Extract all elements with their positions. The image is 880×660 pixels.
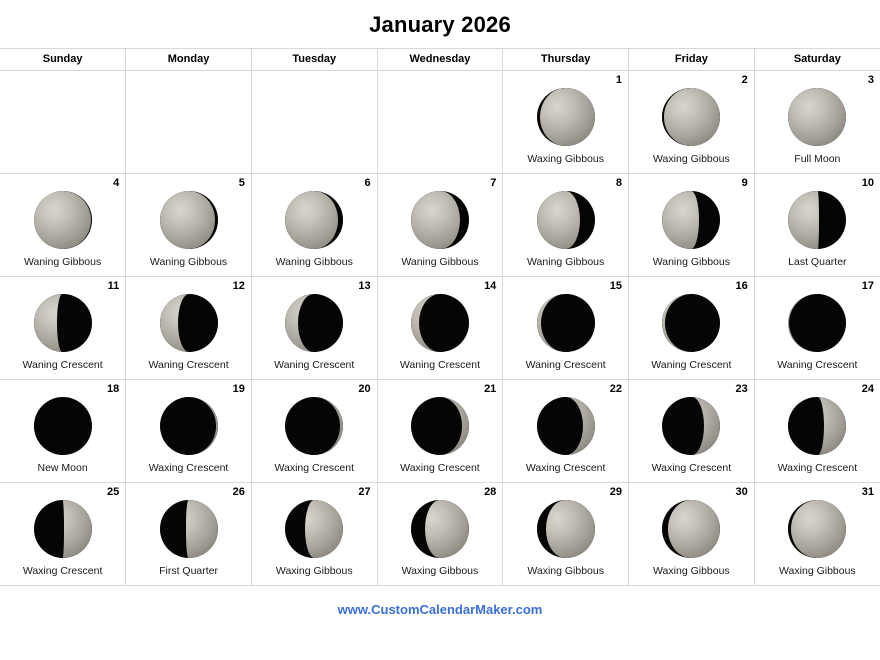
day-number: 20 (358, 383, 371, 395)
moon-phase-label: Waxing Gibbous (527, 153, 604, 165)
moon-phase-image-wrap (252, 190, 377, 250)
weekday-header-friday: Friday (629, 49, 755, 71)
calendar-week-row (0, 277, 880, 380)
moon-icon (788, 191, 846, 249)
calendar-day-cell[interactable] (754, 380, 880, 483)
calendar-week-row (0, 483, 880, 586)
moon-phase-image-wrap (755, 499, 880, 559)
moon-phase-image-wrap (378, 293, 503, 353)
moon-phase-image-wrap (629, 190, 754, 250)
moon-icon (662, 88, 720, 146)
moon-phase-label: Waxing Gibbous (653, 153, 730, 165)
calendar-day-cell[interactable] (0, 380, 126, 483)
moon-phase-image-wrap (503, 396, 628, 456)
moon-phase-label: Waning Gibbous (652, 256, 730, 268)
moon-icon (160, 191, 218, 249)
day-number: 17 (861, 280, 874, 292)
moon-phase-label: Waxing Crescent (651, 462, 732, 474)
day-number: 26 (232, 486, 245, 498)
moon-icon (537, 88, 595, 146)
day-number: 11 (107, 280, 120, 292)
moon-phase-image-wrap (755, 293, 880, 353)
moon-phase-label: Waning Crescent (22, 359, 103, 371)
calendar-day-cell[interactable] (503, 277, 629, 380)
calendar-day-cell[interactable] (251, 483, 377, 586)
calendar-day-cell[interactable] (126, 483, 252, 586)
moon-phase-label: Waxing Crescent (777, 462, 858, 474)
calendar-day-cell[interactable] (503, 380, 629, 483)
moon-icon (788, 397, 846, 455)
moon-phase-image-wrap (629, 396, 754, 456)
moon-icon (662, 500, 720, 558)
moon-phase-label: Waning Crescent (651, 359, 732, 371)
moon-icon (34, 294, 92, 352)
calendar-day-cell[interactable] (377, 483, 503, 586)
moon-phase-label: Waning Gibbous (401, 256, 479, 268)
custom-calendar-maker-link[interactable]: www.CustomCalendarMaker.com (337, 602, 543, 617)
day-number: 21 (484, 383, 497, 395)
moon-phase-image-wrap (629, 87, 754, 147)
moon-phase-label: Waxing Gibbous (653, 565, 730, 577)
moon-phase-image-wrap (755, 396, 880, 456)
calendar-day-cell[interactable] (629, 380, 755, 483)
day-number: 23 (735, 383, 748, 395)
calendar-day-cell[interactable] (0, 483, 126, 586)
moon-phase-label: New Moon (37, 462, 88, 474)
calendar-day-cell[interactable] (754, 277, 880, 380)
calendar-day-cell[interactable] (0, 71, 126, 174)
calendar-day-cell[interactable] (0, 277, 126, 380)
weekday-header-wednesday: Wednesday (377, 49, 503, 71)
weekday-header-sunday: Sunday (0, 49, 126, 71)
day-number: 1 (615, 74, 623, 86)
moon-icon (160, 397, 218, 455)
moon-phase-image-wrap (0, 499, 125, 559)
moon-icon (285, 397, 343, 455)
day-number: 9 (741, 177, 748, 189)
moon-phase-image-wrap (629, 293, 754, 353)
calendar-body (0, 71, 880, 586)
moon-phase-label: Last Quarter (788, 256, 847, 268)
moon-phase-label: Waxing Gibbous (401, 565, 479, 577)
moon-phase-label: Waning Crescent (274, 359, 355, 371)
moon-phase-label: Waxing Crescent (400, 462, 480, 474)
moon-phase-label: Waning Gibbous (149, 256, 228, 268)
moon-icon (285, 500, 343, 558)
moon-phase-label: Waxing Gibbous (779, 565, 856, 577)
day-number: 6 (364, 177, 371, 189)
moon-phase-image-wrap (0, 190, 125, 250)
moon-phase-label: Waning Gibbous (527, 256, 605, 268)
calendar-day-cell[interactable] (126, 71, 252, 174)
calendar-day-cell[interactable] (754, 71, 880, 174)
calendar-day-cell[interactable] (503, 483, 629, 586)
moon-phase-label: Waning Crescent (399, 359, 481, 371)
calendar-day-cell[interactable] (251, 71, 377, 174)
calendar-day-cell[interactable] (629, 277, 755, 380)
day-number: 8 (615, 177, 623, 189)
moon-icon (34, 500, 92, 558)
calendar-day-cell[interactable] (126, 277, 252, 380)
weekday-header-row (0, 49, 880, 71)
day-number: 30 (735, 486, 748, 498)
moon-phase-label: Waning Crescent (777, 359, 858, 371)
moon-phase-image-wrap (252, 293, 377, 353)
moon-phase-label: Waxing Gibbous (275, 565, 353, 577)
moon-icon (662, 294, 720, 352)
calendar-day-cell[interactable] (629, 483, 755, 586)
weekday-header-thursday: Thursday (503, 49, 629, 71)
moon-phase-label: Waxing Crescent (274, 462, 355, 474)
moon-phase-label: Waxing Gibbous (527, 565, 604, 577)
moon-phase-image-wrap (0, 396, 125, 456)
calendar-day-cell[interactable] (629, 71, 755, 174)
day-number: 31 (861, 486, 874, 498)
moon-icon (537, 191, 595, 249)
calendar-week-row (0, 71, 880, 174)
day-number: 18 (106, 383, 120, 395)
day-number: 16 (735, 280, 748, 292)
moon-phase-image-wrap (503, 87, 628, 147)
day-number: 5 (238, 177, 245, 189)
moon-phase-image-wrap (755, 87, 880, 147)
day-number: 29 (609, 486, 623, 498)
moon-phase-image-wrap (755, 190, 880, 250)
moon-icon (285, 294, 343, 352)
day-number: 22 (609, 383, 623, 395)
moon-icon (411, 191, 469, 249)
moon-phase-image-wrap (629, 499, 754, 559)
day-number (126, 71, 251, 87)
moon-phase-image-wrap (126, 190, 251, 250)
calendar-day-cell[interactable] (126, 380, 252, 483)
day-number (378, 71, 503, 87)
footer (0, 586, 880, 617)
day-number: 2 (741, 74, 748, 86)
moon-phase-label: Full Moon (794, 153, 841, 165)
day-number: 25 (106, 486, 120, 498)
day-number: 28 (484, 486, 497, 498)
moon-icon (537, 500, 595, 558)
weekday-header-monday: Monday (126, 49, 252, 71)
moon-phase-image-wrap (503, 190, 628, 250)
calendar-day-cell[interactable] (503, 71, 629, 174)
moon-phase-label: Waxing Crescent (22, 565, 103, 577)
moon-phase-image-wrap (0, 293, 125, 353)
moon-phase-label: Waning Gibbous (23, 256, 102, 268)
day-number (252, 71, 377, 87)
moon-phase-image-wrap (378, 499, 503, 559)
calendar-day-cell[interactable] (377, 71, 503, 174)
moon-phase-image-wrap (126, 499, 251, 559)
day-number: 24 (861, 383, 874, 395)
calendar-week-row (0, 174, 880, 277)
day-number (0, 71, 125, 87)
moon-phase-image-wrap (252, 396, 377, 456)
calendar-day-cell[interactable] (251, 174, 377, 277)
page-title: January 2026 (369, 12, 511, 37)
moon-icon (662, 191, 720, 249)
weekday-header-saturday: Saturday (754, 49, 880, 71)
moon-icon (788, 88, 846, 146)
calendar-day-cell[interactable] (251, 380, 377, 483)
moon-phase-image-wrap (503, 293, 628, 353)
day-number: 3 (867, 74, 874, 86)
calendar-day-cell[interactable] (0, 174, 126, 277)
calendar-day-cell[interactable] (629, 174, 755, 277)
moon-phase-image-wrap (252, 499, 377, 559)
moon-phase-image-wrap (378, 190, 503, 250)
moon-icon (411, 294, 469, 352)
day-number: 27 (358, 486, 371, 498)
moon-icon (537, 397, 595, 455)
moon-phase-label: First Quarter (159, 565, 219, 577)
moon-icon (160, 294, 218, 352)
moon-icon (160, 500, 218, 558)
moon-icon (285, 191, 343, 249)
day-number: 14 (484, 280, 497, 292)
day-number: 10 (861, 177, 874, 189)
calendar-day-cell[interactable] (503, 174, 629, 277)
moon-icon (411, 500, 469, 558)
moon-icon (34, 191, 92, 249)
moon-icon (34, 397, 92, 455)
calendar-day-cell[interactable] (377, 380, 503, 483)
calendar-week-row (0, 380, 880, 483)
calendar-day-cell[interactable] (377, 174, 503, 277)
calendar-day-cell[interactable] (754, 174, 880, 277)
day-number: 13 (358, 280, 371, 292)
moon-icon (537, 294, 595, 352)
moon-phase-label: Waning Gibbous (275, 256, 353, 268)
moon-phase-image-wrap (378, 396, 503, 456)
moon-icon (788, 294, 846, 352)
moon-phase-image-wrap (126, 396, 251, 456)
weekday-header-tuesday: Tuesday (251, 49, 377, 71)
day-number: 4 (113, 177, 120, 189)
moon-phase-label: Waxing Crescent (148, 462, 229, 474)
moon-icon (411, 397, 469, 455)
calendar-day-cell[interactable] (377, 277, 503, 380)
moon-phase-label: Waxing Crescent (525, 462, 606, 474)
calendar-day-cell[interactable] (126, 174, 252, 277)
moon-phase-label: Waning Crescent (525, 359, 606, 371)
moon-icon (788, 500, 846, 558)
calendar-day-cell[interactable] (754, 483, 880, 586)
day-number: 12 (232, 280, 245, 292)
day-number: 7 (490, 177, 497, 189)
moon-phase-label: Waning Crescent (148, 359, 229, 371)
day-number: 15 (609, 280, 623, 292)
calendar-day-cell[interactable] (251, 277, 377, 380)
moon-icon (662, 397, 720, 455)
moon-phase-image-wrap (126, 293, 251, 353)
month-grid (0, 48, 880, 586)
moon-phase-image-wrap (503, 499, 628, 559)
day-number: 19 (232, 383, 245, 395)
